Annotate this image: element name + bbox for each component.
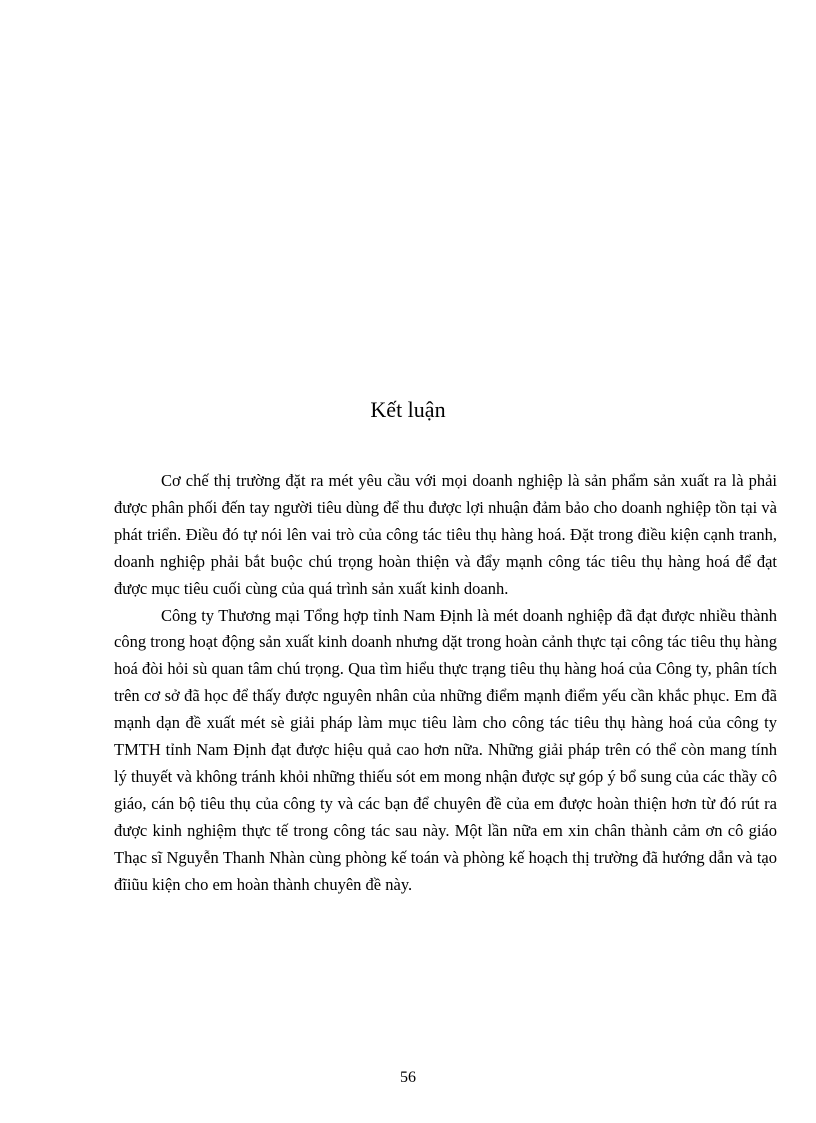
paragraph-1: Cơ chế thị trường đặt ra mét yêu cầu với mọi doanh nghiệp là sản phẩm sản xuất ra là phải được phân phối đến tay người tiêu dùng để thu được lợi nhuận đảm bảo cho doanh nghiệp tồn tại và phát triển. Điều đó tự nói lên vai trò của công tác tiêu thụ hàng hoá. Đặt trong điều kiện cạnh tranh, doanh nghiệp phải bắt buộc chú trọng hoàn thiện và đẩy mạnh công tác tiêu thụ hàng hoá để đạt được mục tiêu cuối cùng của quá trình sản xuất kinh doanh. bbox=[114, 471, 777, 598]
section-heading: Kết luận bbox=[370, 397, 446, 422]
body-text bbox=[114, 468, 777, 899]
paragraph-2: Công ty Thương mại Tổng hợp tỉnh Nam Định là mét doanh nghiệp đã đạt được nhiều thành công trong hoạt động sản xuất kinh doanh nhưng dặt trong hoàn cảnh thực tại công tác tiêu thụ hàng hoá đòi hỏi sù quan tâm chú trọng. Qua tìm hiểu thực trạng tiêu thụ hàng hoá của Công ty, phân tích trên cơ sở đã học để thấy được nguyên nhân của những điểm mạnh điểm yếu cần khắc phục. Em đã mạnh dạn đề xuất mét sè giải pháp làm mục tiêu làm cho công tác tiêu thụ hàng hoá của công ty TMTH tỉnh Nam Định đạt được hiệu quả cao hơn nữa. Những giải pháp trên có thể còn mang tính lý thuyết và không tránh khỏi những thiếu sót em mong nhận được sự góp ý bổ sung của các thầy cô giáo, cán bộ tiêu thụ của công ty và các bạn để chuyên đề của em được hoàn thiện hơn từ đó rút ra được kinh nghiệm thực tế trong công tác sau này. Một lần nữa em xin chân thành cảm ơn cô giáo Thạc sĩ Nguyễn Thanh Nhàn cùng phòng kế toán và phòng kế hoạch thị trường đã hướng dẫn và tạo đĩiũu kiện cho em hoàn thành chuyên đề này. bbox=[114, 605, 777, 894]
page-number: 56 bbox=[400, 1069, 416, 1086]
